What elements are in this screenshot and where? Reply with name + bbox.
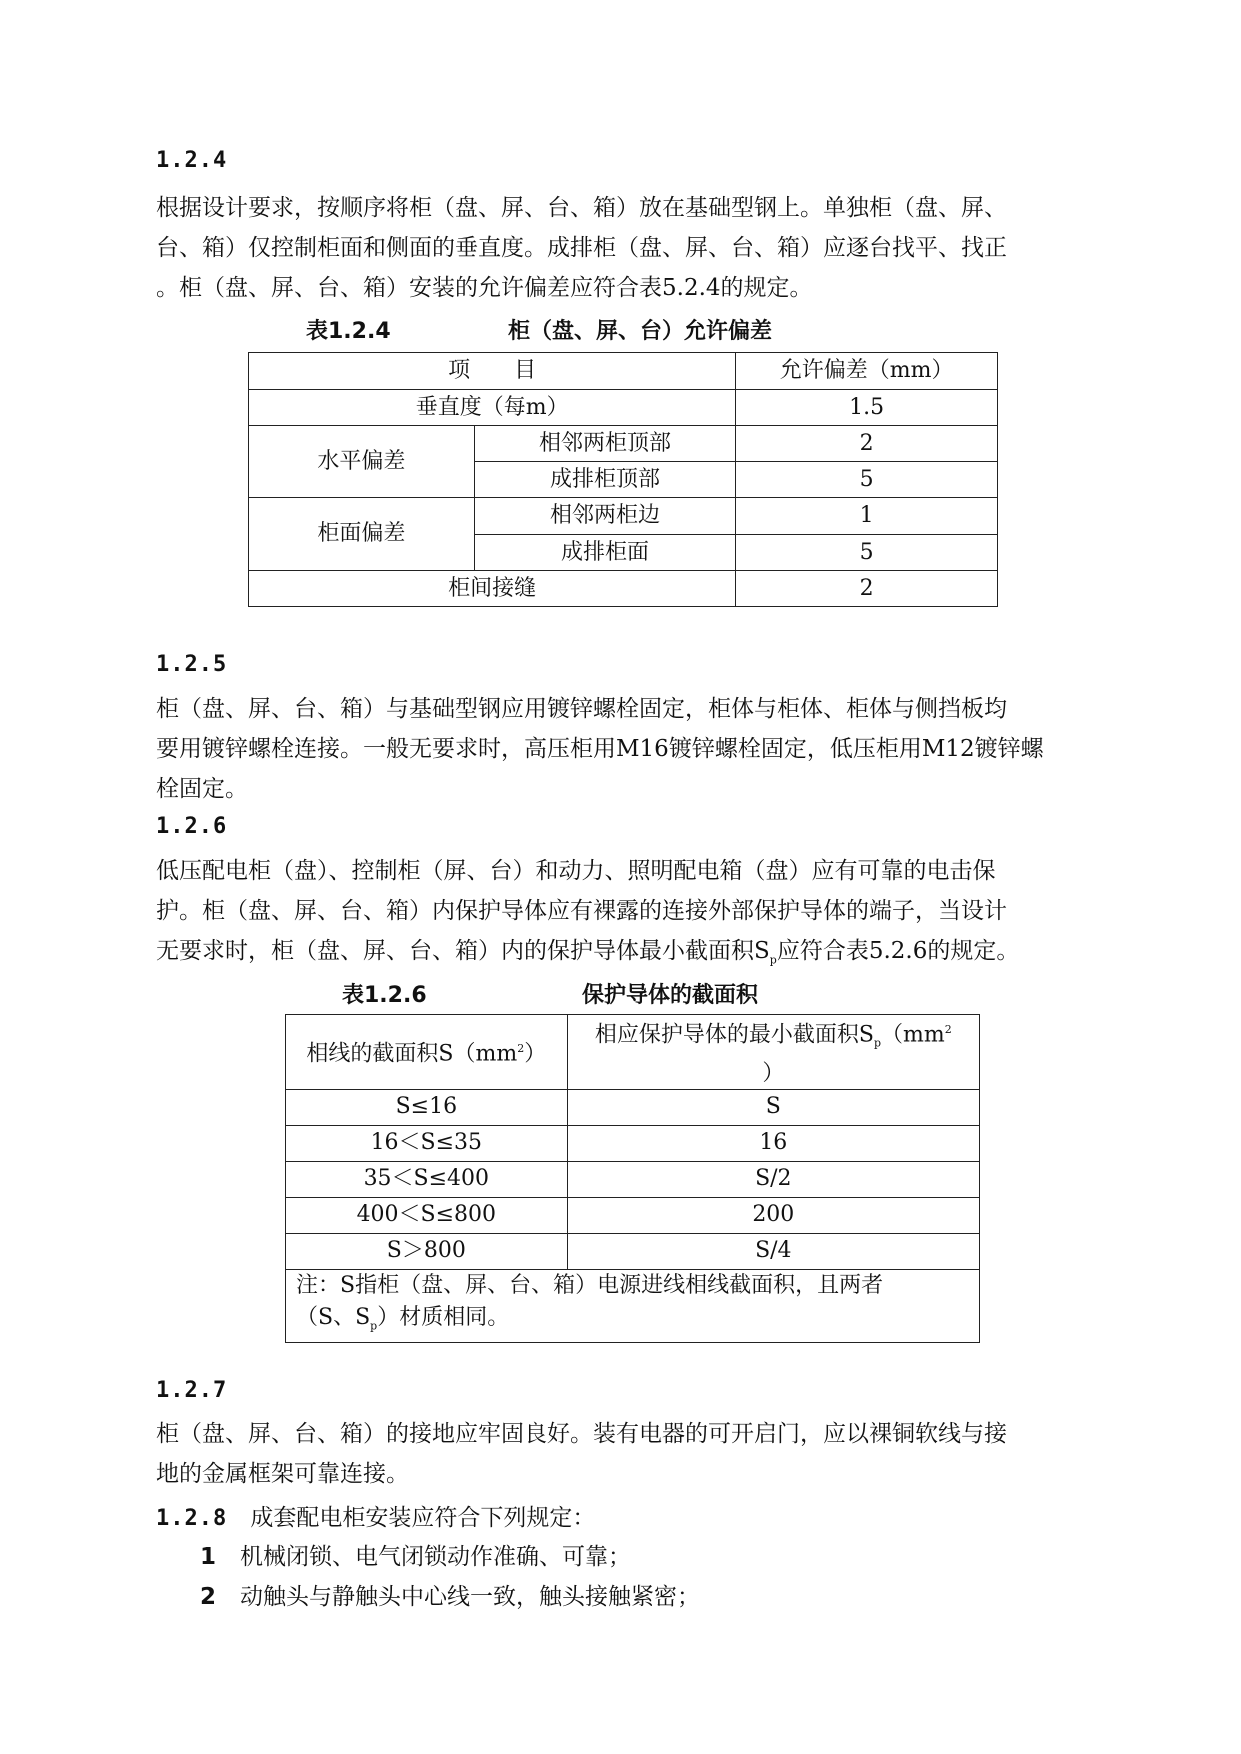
group-label: 柜面偏差 bbox=[249, 498, 475, 571]
list-item bbox=[200, 1578, 700, 1611]
cell-item: 成排柜顶部 bbox=[474, 462, 736, 498]
list-text: 机械闭锁、电气闭锁动作准确、可靠； bbox=[240, 1544, 631, 1570]
cell-item: 垂直度（每m） bbox=[249, 390, 736, 426]
tolerance-table bbox=[248, 352, 998, 607]
cell-item: 成排柜面 bbox=[474, 535, 736, 571]
paragraph bbox=[156, 689, 1091, 809]
cell-item: 相邻两柜顶部 bbox=[474, 426, 736, 462]
cell-item: 相邻两柜边 bbox=[474, 498, 736, 535]
conductor-table bbox=[285, 1014, 980, 1343]
group-label: 水平偏差 bbox=[249, 426, 475, 498]
text-line: 。柜（盘、屏、台、箱）安装的允许偏差应符合表5.2.4的规定。 bbox=[156, 275, 813, 301]
table-caption-number: 表1.2.4 bbox=[306, 319, 391, 344]
cell-phase: 400＜S≤800 bbox=[286, 1197, 568, 1233]
cell-phase: S＞800 bbox=[286, 1233, 568, 1269]
cell-value: 1.5 bbox=[736, 390, 998, 426]
header-tolerance: 允许偏差（mm） bbox=[736, 353, 998, 390]
list-item bbox=[200, 1538, 631, 1571]
section-heading: 1.2.5 bbox=[156, 652, 228, 677]
cell-pe: S/4 bbox=[567, 1233, 979, 1269]
cell-pe: 16 bbox=[567, 1125, 979, 1161]
text-line: 低压配电柜（盘）、控制柜（屏、台）和动力、照明配电箱（盘）应有可靠的电击保 bbox=[156, 858, 996, 884]
cell-pe: S bbox=[567, 1089, 979, 1125]
header-item: 项 目 bbox=[249, 353, 736, 390]
paragraph bbox=[156, 188, 1091, 308]
list-number: 2 bbox=[200, 1584, 217, 1610]
cell-value: 5 bbox=[736, 462, 998, 498]
header-phase-section: 相线的截面积$S(mm^2)$ bbox=[286, 1015, 568, 1090]
section-heading: 1.2.7 bbox=[156, 1378, 228, 1403]
section-heading: 1.2.4 bbox=[156, 148, 228, 173]
list-number: 1 bbox=[200, 1544, 217, 1570]
text-line: 柜（盘、屏、台、箱）的接地应牢固良好。装有电器的可开启门，应以裸铜软线与接 bbox=[156, 1421, 1007, 1447]
text-line: 根据设计要求，按顺序将柜（盘、屏、台、箱）放在基础型钢上。单独柜（盘、屏、 bbox=[156, 195, 1007, 221]
section-heading: 1.2.8 bbox=[156, 1506, 228, 1531]
cell-value: 2 bbox=[736, 426, 998, 462]
cell-phase: S≤16 bbox=[286, 1089, 568, 1125]
table-caption-title: 保护导体的截面积 bbox=[582, 983, 759, 1008]
section-heading-row bbox=[156, 1498, 1091, 1538]
cell-value: 1 bbox=[736, 498, 998, 535]
table-caption-number: 表1.2.6 bbox=[342, 983, 427, 1008]
paragraph bbox=[156, 1414, 1091, 1494]
cell-phase: 35＜S≤400 bbox=[286, 1161, 568, 1197]
cell-item: 柜间接缝 bbox=[249, 571, 736, 607]
section-heading: 1.2.6 bbox=[156, 814, 228, 839]
cell-phase: 16＜S≤35 bbox=[286, 1125, 568, 1161]
cell-pe: S/2 bbox=[567, 1161, 979, 1197]
text-line: 地的金属框架可靠连接。 bbox=[156, 1461, 409, 1487]
cell-pe: 200 bbox=[567, 1197, 979, 1233]
cell-value: 5 bbox=[736, 535, 998, 571]
list-text: 动触头与静触头中心线一致，触头接触紧密； bbox=[240, 1584, 700, 1610]
paragraph bbox=[156, 851, 1091, 981]
cell-value: 2 bbox=[736, 571, 998, 607]
section-intro: 成套配电柜安装应符合下列规定： bbox=[250, 1505, 596, 1531]
text-line: 台、箱）仅控制柜面和侧面的垂直度。成排柜（盘、屏、台、箱）应逐台找平、找正 bbox=[156, 235, 1007, 261]
header-pe-section: 相应保护导体的最小截面积$S_p(mm^2$ ） bbox=[567, 1015, 979, 1090]
table-caption-title: 柜（盘、屏、台）允许偏差 bbox=[508, 319, 773, 344]
text-line: 护。柜（盘、屏、台、箱）内保护导体应有裸露的连接外部保护导体的端子，当设计 bbox=[156, 898, 1007, 924]
table-note: 注：S指柜（盘、屏、台、箱）电源进线相线截面积，且两者 （S、$S_p$）材质相同。 bbox=[286, 1269, 980, 1342]
text-line: 无要求时，柜（盘、屏、台、箱）内的保护导体最小截面积$S_p$应符合表5.2.6的规定。 bbox=[156, 938, 1020, 967]
text-line: 要用镀锌螺栓连接。一般无要求时，高压柜用M16镀锌螺栓固定，低压柜用M12镀锌螺 bbox=[156, 736, 1044, 762]
text-line: 栓固定。 bbox=[156, 776, 248, 802]
text-line: 柜（盘、屏、台、箱）与基础型钢应用镀锌螺栓固定，柜体与柜体、柜体与侧挡板均 bbox=[156, 696, 1007, 722]
